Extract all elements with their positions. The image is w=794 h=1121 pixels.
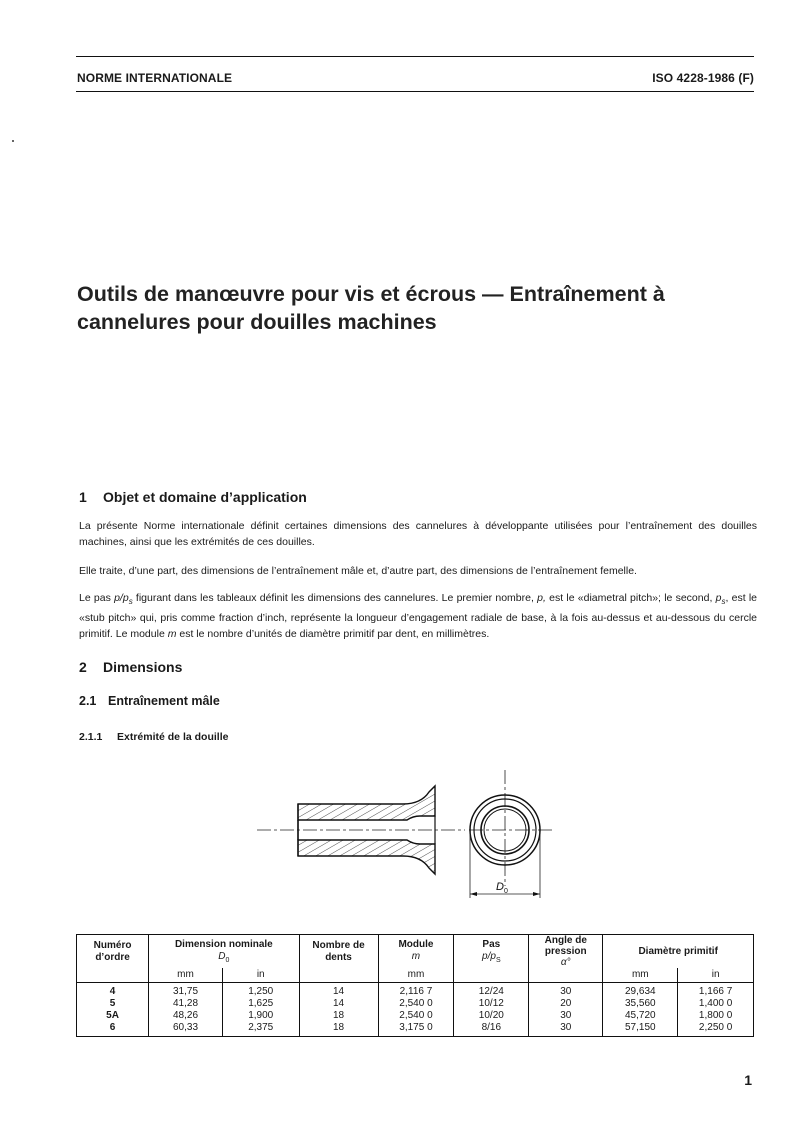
dimension-label-d: D <box>496 881 504 893</box>
cell-d-mm: 48,26 <box>149 1010 223 1022</box>
col-module-header: Module <box>378 935 454 952</box>
cell-pd-in: 2,250 0 <box>678 1022 754 1037</box>
section-2-1-1-heading <box>79 731 228 743</box>
cell-d-in: 2,375 <box>222 1022 299 1037</box>
cell-pitch: 10/20 <box>454 1010 529 1022</box>
pitch-symbol <box>454 951 529 968</box>
socket-end-view <box>469 770 555 898</box>
section-2-number: 2 <box>79 659 87 675</box>
p3-ps: p <box>715 592 722 604</box>
cell-pd-in: 1,400 0 <box>678 998 754 1010</box>
cell-pitch: 10/12 <box>454 998 529 1010</box>
cell-order: 5 <box>77 998 149 1010</box>
nominal-unit-in: in <box>222 968 299 982</box>
cell-angle: 30 <box>529 1022 603 1037</box>
p3-text-e: est le nombre d’unités de diamètre primitif par dent, en millimètres. <box>176 628 490 641</box>
cell-pitch: 8/16 <box>454 1022 529 1037</box>
section-1-number: 1 <box>79 489 87 505</box>
cell-pd-mm: 45,720 <box>603 1010 678 1022</box>
table-row <box>77 998 754 1010</box>
cell-d-in: 1,900 <box>222 1010 299 1022</box>
p3-text-b: figurant dans les tableaux définit les dimensions des cannelures. Le premier nombre, <box>132 592 538 604</box>
pitch-dia-unit-in: in <box>678 968 754 982</box>
cell-pd-mm: 35,560 <box>603 998 678 1010</box>
p3-ratio: p/p <box>114 592 129 604</box>
section-2-1-1-title: Extrémité de la douille <box>117 731 229 743</box>
pitch-symbol-text: p/p <box>482 951 496 963</box>
cell-d-mm: 60,33 <box>149 1022 223 1037</box>
cell-d-mm: 31,75 <box>149 982 223 998</box>
cell-d-in: 1,250 <box>222 982 299 998</box>
header-top-rule <box>76 56 754 57</box>
module-unit-mm: mm <box>378 968 454 982</box>
cell-teeth: 18 <box>299 1022 378 1037</box>
cell-teeth: 14 <box>299 982 378 998</box>
module-symbol-m: m <box>411 951 421 963</box>
p3-text-d: , est le «stub pitch» qui, pris comme fraction d’inch, représente la longueur d’engagement radiale de base, à la fois au-dessus et au-dessous du cercle primitif. Le module <box>79 592 758 641</box>
cell-pitch: 12/24 <box>454 982 529 998</box>
cell-d-in: 1,625 <box>222 998 299 1010</box>
socket-side-view <box>257 786 465 874</box>
section-2-heading <box>79 659 182 675</box>
angle-header-symbol: α° <box>560 957 571 968</box>
p3-ratio-sub: s <box>128 597 133 607</box>
table-row <box>77 1010 754 1022</box>
col-pitch-diameter-header: Diamètre primitif <box>603 935 754 969</box>
cell-module: 3,175 0 <box>378 1022 454 1037</box>
teeth-unit-spacer <box>299 968 378 982</box>
nominal-unit-mm: mm <box>149 968 223 982</box>
cell-teeth: 18 <box>299 1010 378 1022</box>
col-teeth-header: Nombre de dents <box>299 935 378 969</box>
cell-angle: 30 <box>529 982 603 998</box>
socket-end-drawing <box>255 766 555 902</box>
header-bottom-rule <box>76 91 754 92</box>
p3-p: p, <box>537 592 546 604</box>
cell-order: 6 <box>77 1022 149 1037</box>
module-symbol <box>378 951 454 968</box>
p3-ps-sub: s <box>721 597 726 607</box>
section-1-paragraph-2: Elle traite, d’une part, des dimensions de l’entraînement mâle et, d’autre part, des dimensions de l’entraînement femelle. <box>79 565 637 577</box>
order-unit-spacer <box>77 968 149 982</box>
section-2-1-heading <box>79 694 220 708</box>
header-left: NORME INTERNATIONALE <box>77 71 233 85</box>
nominal-symbol-sub: 0 <box>225 957 230 965</box>
col-pitch-header: Pas <box>454 935 529 952</box>
cell-angle: 20 <box>529 998 603 1010</box>
nominal-symbol-d: D <box>218 951 226 963</box>
p3-m: m <box>167 628 177 641</box>
pitch-unit-spacer <box>454 968 529 982</box>
cell-pd-mm: 57,150 <box>603 1022 678 1037</box>
section-2-title: Dimensions <box>103 659 183 675</box>
nominal-symbol <box>149 951 299 968</box>
cell-order: 5A <box>77 1010 149 1022</box>
angle-header-text: Angle de pression <box>544 935 587 957</box>
scan-speck <box>12 140 14 142</box>
col-nominal-header: Dimension nominale <box>149 935 299 952</box>
cell-pd-mm: 29,634 <box>603 982 678 998</box>
cell-angle: 30 <box>529 1010 603 1022</box>
section-2-1-title: Entraînement mâle <box>108 694 220 708</box>
table-row <box>77 1022 754 1037</box>
col-order-header: Numéro d’ordre <box>77 935 149 969</box>
section-1-title: Objet et domaine d’application <box>103 489 307 505</box>
cell-module: 2,116 7 <box>378 982 454 998</box>
cell-module: 2,540 0 <box>378 1010 454 1022</box>
dimensions-table <box>76 934 754 1037</box>
header-right: ISO 4228-1986 (F) <box>652 71 754 85</box>
section-2-1-1-number: 2.1.1 <box>79 731 103 743</box>
cell-pd-in: 1,166 7 <box>678 982 754 998</box>
pitch-dia-unit-mm: mm <box>603 968 678 982</box>
section-2-1-number: 2.1 <box>79 694 97 708</box>
p3-text-a: Le pas <box>79 592 115 604</box>
angle-unit-spacer <box>529 968 603 982</box>
pitch-symbol-sub: S <box>495 957 501 965</box>
table-row <box>77 982 754 998</box>
cell-d-mm: 41,28 <box>149 998 223 1010</box>
section-1-heading <box>79 489 307 505</box>
cell-pd-in: 1,800 0 <box>678 1010 754 1022</box>
document-title: Outils de manœuvre pour vis et écrous — Entraînement à cannelures pour douilles machines <box>77 282 665 334</box>
section-1-paragraph-3 <box>79 590 757 642</box>
col-angle-header <box>529 935 603 969</box>
p3-text-c: est le «diametral pitch»; le second, <box>545 592 716 604</box>
cell-order: 4 <box>77 982 149 998</box>
cell-module: 2,540 0 <box>378 998 454 1010</box>
cell-teeth: 14 <box>299 998 378 1010</box>
dimension-label-sub: 0 <box>504 888 508 895</box>
table-body <box>77 982 754 1036</box>
page-number: 1 <box>744 1072 752 1088</box>
section-1-paragraph-1: La présente Norme internationale définit certaines dimensions des cannelures à développante utilisées pour l’entraînement des douilles machines, ainsi que les extrémités de ces douilles. <box>79 520 757 548</box>
